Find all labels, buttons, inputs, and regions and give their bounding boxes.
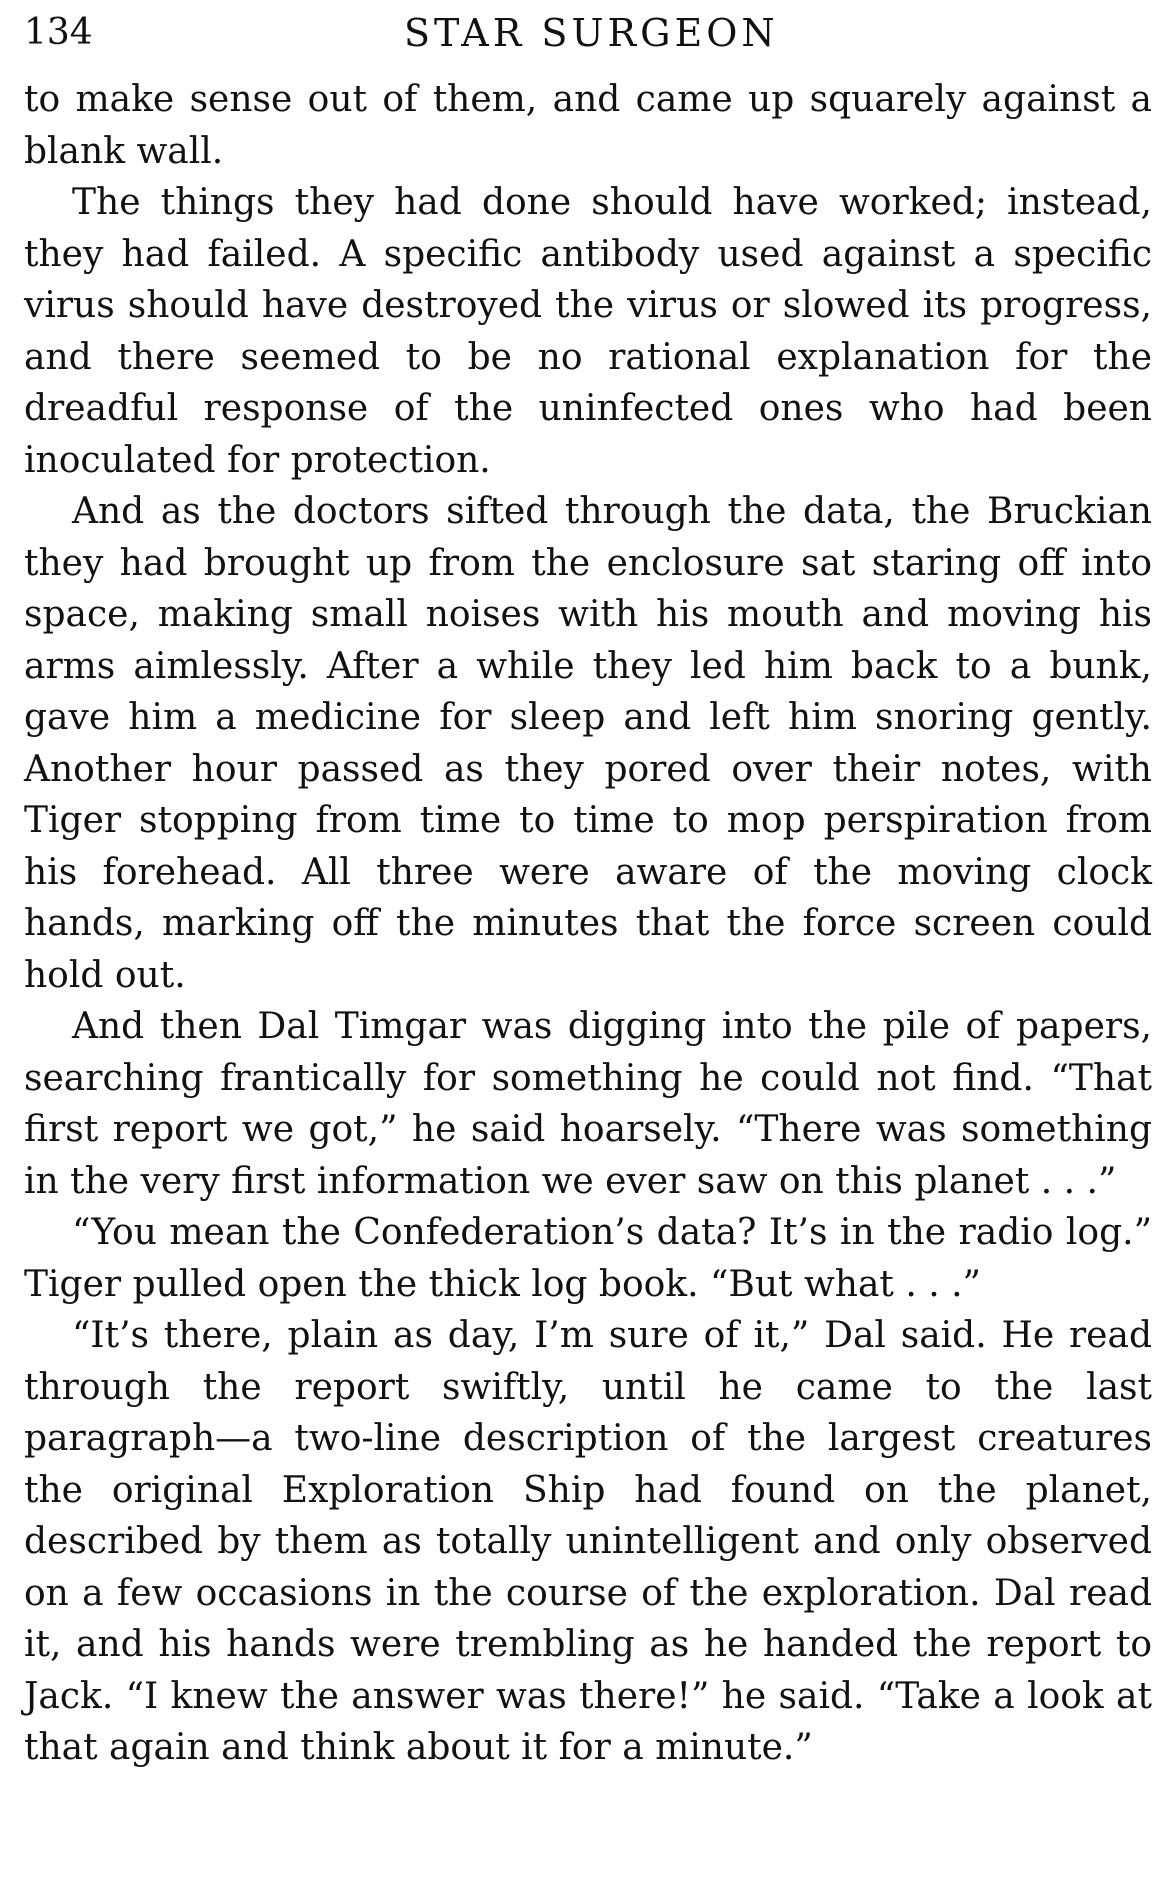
page-header [24,8,1152,58]
running-title: STAR SURGEON [404,11,779,55]
paragraph: And then Dal Timgar was digging into the pile of papers, searching frantically for something he could not find. “That first report we got,” he said hoarsely. “There was something in the very first information we ever saw on this planet . . .” [24,1006,1152,1202]
paragraph: The things they had done should have worked; instead, they had failed. A specific antibody used against a specific virus should have destroyed the virus or slowed its progress, and there seemed to be no rational explanation for the dreadful response of the uninfected ones who had been inoculated for protection. [24,182,1152,481]
body-text [24,74,1152,1774]
page-number: 134 [24,12,93,53]
book-page [24,8,1152,1872]
paragraph: And as the doctors sifted through the data, the Bruckian they had brought up from the enclosure sat staring off into space, making small noises with his mouth and moving his arms aimlessly. After a while they led him back to a bunk, gave him a medicine for sleep and left him snoring gently. Another hour passed as they pored over their notes, with Tiger stopping from time to time to mop perspiration from his forehead. All three were aware of the moving clock hands, marking off the minutes that the force screen could hold out. [24,491,1152,996]
paragraph: to make sense out of them, and came up squarely against a blank wall. [24,79,1152,172]
paragraph: “It’s there, plain as day, I’m sure of it,” Dal said. He read through the report swiftly, until he came to the last paragraph—a two-line description of the largest creatures the original Exploration Ship had found on the planet, described by them as totally unintelligent and only observed on a few occasions in the course of the exploration. Dal read it, and his hands were trembling as he handed the report to Jack. “I knew the answer was there!” he said. “Take a look at that again and think about it for a minute.” [24,1315,1152,1768]
paragraph: “You mean the Confederation’s data? It’s in the radio log.” Tiger pulled open the thick log book. “But what . . .” [24,1212,1152,1305]
